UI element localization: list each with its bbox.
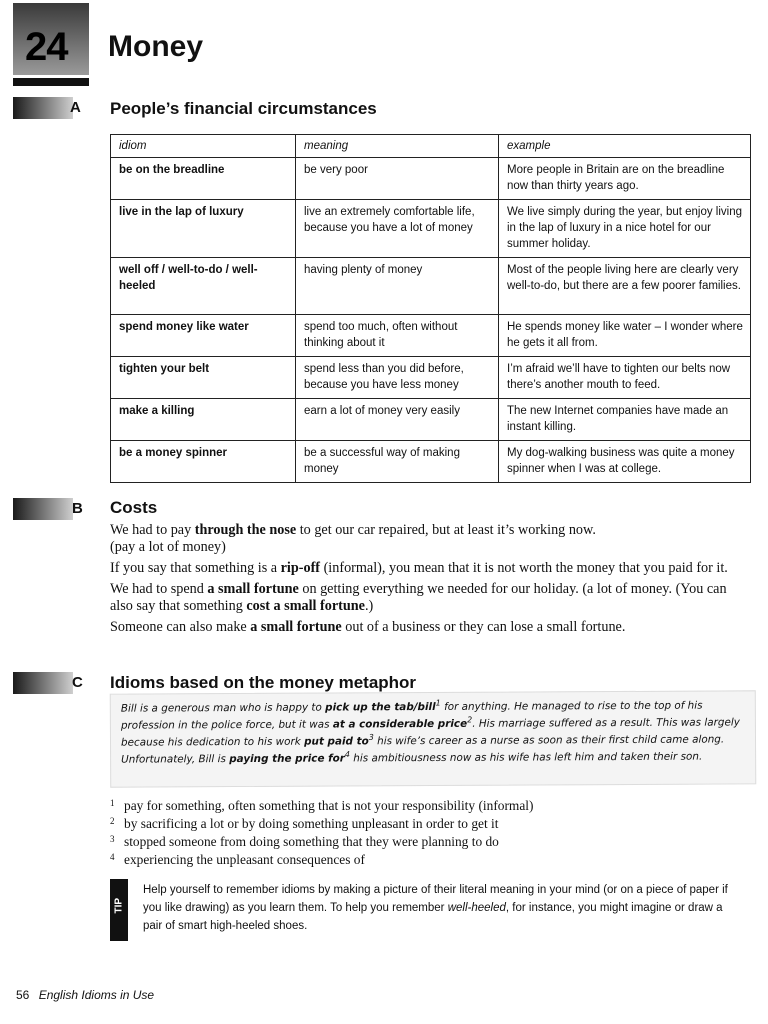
idiom-cell: be on the breadline	[111, 158, 296, 200]
example-cell: My dog-walking business was quite a money spinner when I was at college.	[499, 441, 751, 483]
costs-paragraph: If you say that something is a rip-off (informal), you mean that it is not worth the money that you paid for it.	[110, 560, 728, 576]
idiom-cell: tighten your belt	[111, 357, 296, 399]
meaning-cell: spend less than you did before, because you have less money	[296, 357, 499, 399]
example-cell: We live simply during the year, but enjoy living in the lap of luxury in a nice hotel for our summer holiday.	[499, 200, 751, 258]
costs-paragraph: We had to spend a small fortune on getting everything we needed for our holiday. (a lot of money. (You can also say that something cost a small fortune.)	[110, 581, 727, 614]
footnotes	[110, 797, 730, 869]
idiom-phrase: at a considerable price	[332, 717, 468, 731]
tip-label: TIP	[113, 897, 125, 914]
page-number: 56	[16, 988, 30, 1002]
meaning-cell: spend too much, often without thinking about it	[296, 315, 499, 357]
idiom-phrase: a small fortune	[207, 581, 299, 597]
section-a-letter: A	[70, 99, 81, 116]
table-row	[111, 200, 751, 258]
tip-tab	[110, 879, 128, 941]
table-row	[111, 441, 751, 483]
section-a-bar	[13, 97, 73, 119]
idiom-cell: live in the lap of luxury	[111, 200, 296, 258]
meaning-cell: earn a lot of money very easily	[296, 399, 499, 441]
idiom-cell: spend money like water	[111, 315, 296, 357]
idioms-table	[110, 134, 751, 483]
idiom-phrase: pick up the tab/bill	[325, 700, 436, 714]
footnote: 2 by sacrificing a lot or by doing something unpleasant in order to get it	[110, 816, 499, 831]
header-idiom: idiom	[111, 135, 296, 158]
example-cell: He spends money like water – I wonder where he gets it all from.	[499, 315, 751, 357]
section-c-bar	[13, 672, 73, 694]
table-row	[111, 315, 751, 357]
unit-title: Money	[108, 30, 204, 63]
idiom-phrase: paying the price for	[229, 752, 345, 766]
idiom-cell: be a money spinner	[111, 441, 296, 483]
idiom-cell: make a killing	[111, 399, 296, 441]
header-example: example	[499, 135, 751, 158]
meaning-cell: be very poor	[296, 158, 499, 200]
idiom-phrase: through the nose	[194, 522, 297, 538]
table-row	[111, 258, 751, 315]
idiom-cell: well off / well-to-do / well-heeled	[111, 258, 296, 315]
example-cell: Most of the people living here are clearly very well-to-do, but there are a few poorer families.	[499, 258, 751, 315]
meaning-cell: having plenty of money	[296, 258, 499, 315]
costs-paragraph: We had to pay through the nose to get our car repaired, but at least it’s working now. (pay a lot of money)	[110, 522, 596, 555]
costs-paragraph: Someone can also make a small fortune out of a business or they can lose a small fortune.	[110, 619, 626, 635]
unit-number: 24	[25, 25, 68, 69]
unit-rule	[13, 78, 89, 86]
footnote: 4 experiencing the unpleasant consequences of	[110, 852, 365, 867]
example-cell: The new Internet companies have made an instant killing.	[499, 399, 751, 441]
idiom-phrase: rip-off	[280, 560, 321, 576]
unit-number-block	[13, 3, 89, 75]
footnote: 3 stopped someone from doing something that they were planning to do	[110, 834, 499, 849]
table-row	[111, 357, 751, 399]
page-footer	[16, 988, 154, 1002]
idiom-phrase: a small fortune	[250, 619, 342, 635]
example-cell: I’m afraid we’ll have to tighten our belts now there’s another mouth to feed.	[499, 357, 751, 399]
meaning-cell: be a successful way of making money	[296, 441, 499, 483]
section-b-bar	[13, 498, 73, 520]
table-row	[111, 399, 751, 441]
table-row	[111, 158, 751, 200]
tip-box	[110, 877, 750, 941]
section-c-letter: C	[72, 674, 83, 691]
example-cell: More people in Britain are on the breadline now than thirty years ago.	[499, 158, 751, 200]
meaning-cell: live an extremely comfortable life, because you have a lot of money	[296, 200, 499, 258]
tip-text: Help yourself to remember idioms by making a picture of their literal meaning in your mind (or on a piece of paper if you like drawing) as you learn them. To help you remember well-heeled, for instance, you might imagine or draw a pair of smart high-heeled shoes.	[143, 884, 728, 932]
section-c-title: Idioms based on the money metaphor	[110, 673, 417, 692]
idiom-phrase: cost a small fortune	[246, 598, 365, 614]
book-title: English Idioms in Use	[38, 988, 155, 1002]
footnote: 1 pay for something, often something that is not your responsibility (informal)	[110, 798, 534, 813]
section-b-text	[110, 522, 735, 640]
handwritten-story: Bill is a generous man who is happy to pick up the tab/bill$^1$ for anything. He managed to rise to the top of his profession in the police force, but it was at a considerable price$^2$. His marriage suffered as a result. This was largely because his dedication to his work put paid $to^3$ his wife’s career as a nurse as soon as their first child came along. Unfortunately, Bill is paying the price for$^4$ his ambitiousness now as his wife has left him and taken their son.	[110, 690, 756, 787]
section-b-letter: B	[72, 500, 83, 517]
section-b-title: Costs	[110, 498, 158, 517]
table-header-row	[111, 135, 751, 158]
section-a-title: People’s financial circumstances	[110, 99, 377, 118]
idiom-phrase: put paid to	[304, 735, 369, 748]
header-meaning: meaning	[296, 135, 499, 158]
tip-emphasis: well-heeled	[447, 902, 506, 914]
